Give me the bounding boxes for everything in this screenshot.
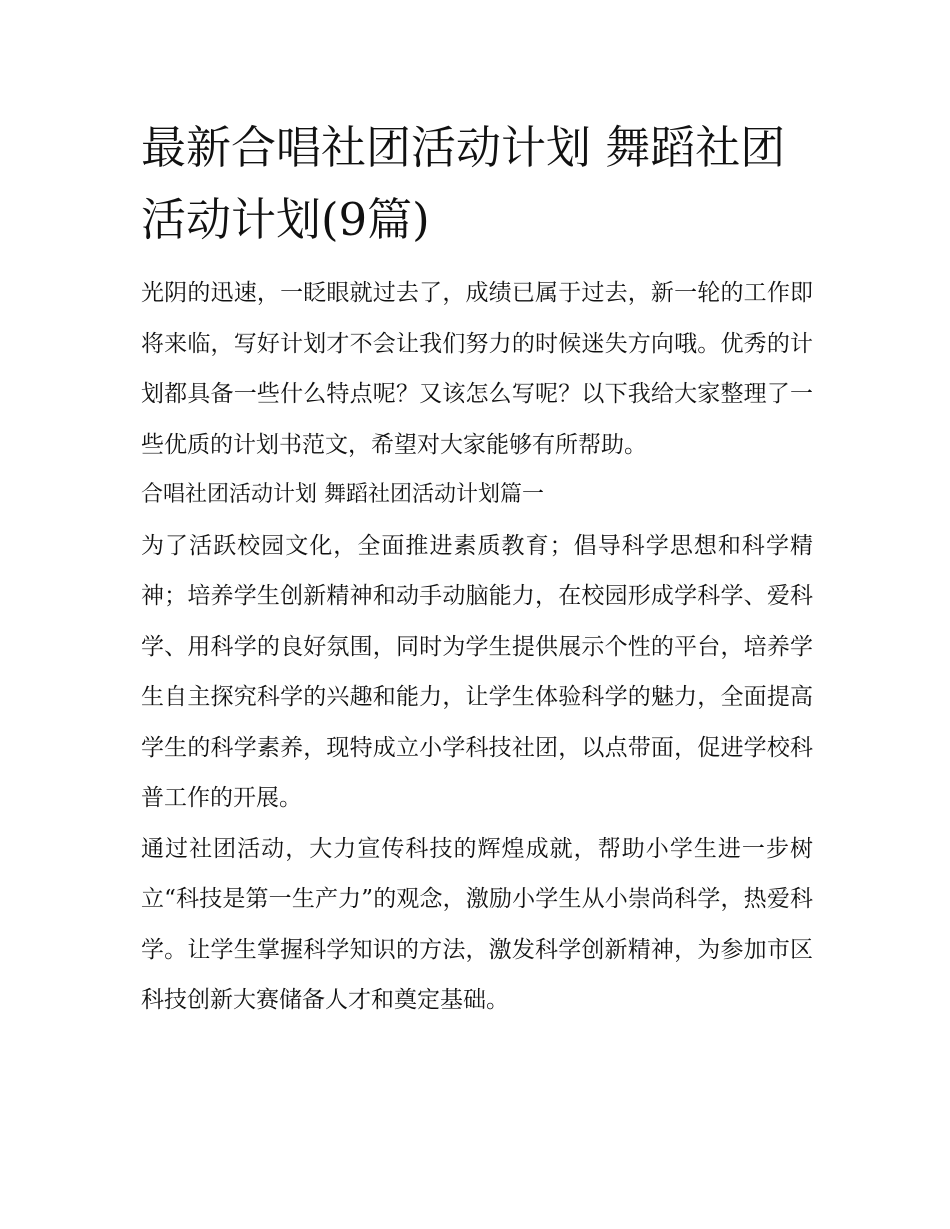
body-paragraph: 通过社团活动，大力宣传科技的辉煌成就，帮助小学生进一步树立“科技是第一生产力”的观念，激励小学生从小崇尚科学，热爱科学。让学生掌握科学知识的方法，激发科学创新精神，为参加市区科技创新大赛储备人才和奠定基础。	[141, 835, 813, 1013]
document-title: 最新合唱社团活动计划 舞蹈社团活动计划(9篇)	[141, 121, 786, 246]
section-heading: 合唱社团活动计划 舞蹈社团活动计划篇一	[141, 482, 544, 507]
document-content	[141, 112, 813, 1026]
intro-paragraph: 光阴的迅速，一眨眼就过去了，成绩已属于过去，新一轮的工作即将来临，写好计划才不会让我们努力的时候迷失方向哦。优秀的计划都具备一些什么特点呢？又该怎么写呢？以下我给大家整理了一些优质的计划书范文，希望对大家能够有所帮助。	[141, 280, 813, 458]
body-paragraph: 为了活跃校园文化，全面推进素质教育；倡导科学思想和科学精神；培养学生创新精神和动手动脑能力，在校园形成学科学、爱科学、用科学的良好氛围，同时为学生提供展示个性的平台，培养学生自主探究科学的兴趣和能力，让学生体验科学的魅力，全面提高学生的科学素养，现特成立小学科技社团，以点带面，促进学校科普工作的开展。	[141, 532, 813, 811]
